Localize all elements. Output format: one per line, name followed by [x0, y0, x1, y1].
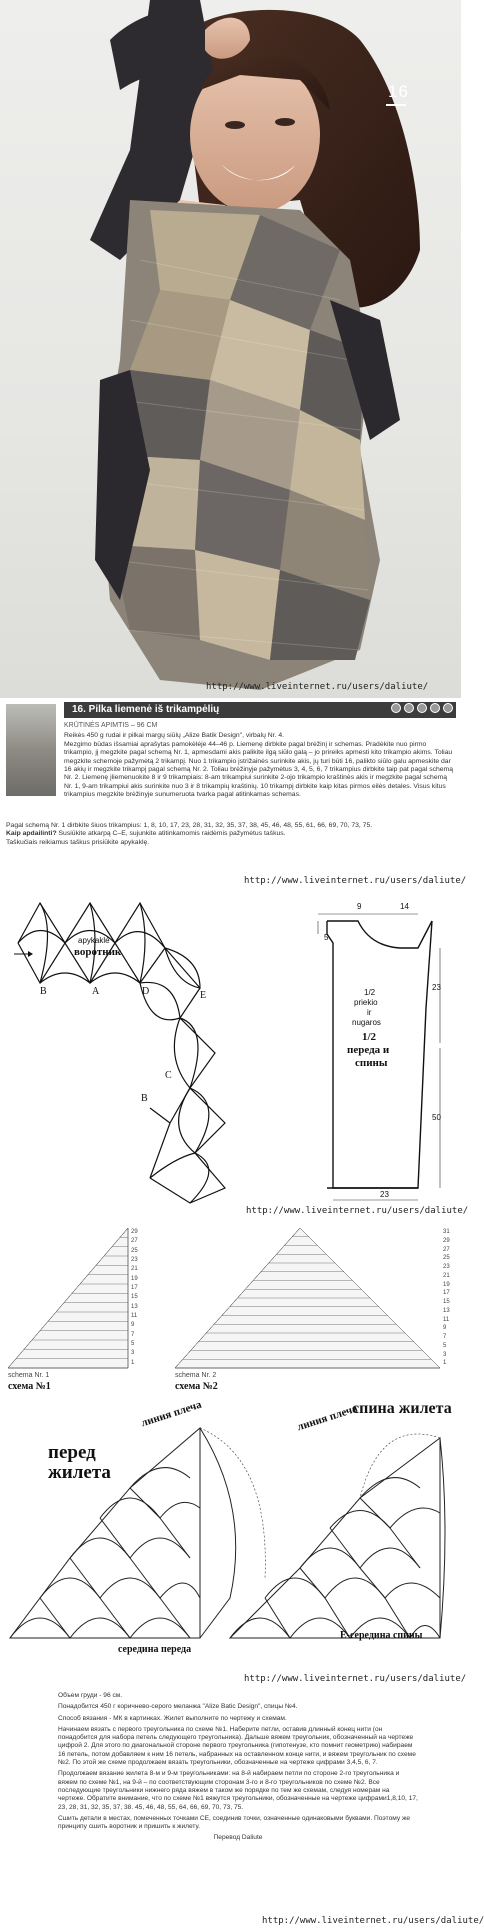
- point-label-C: C: [165, 1070, 172, 1081]
- schema-row-number: 21: [443, 1272, 450, 1279]
- schema1-label-ru: схема №1: [8, 1381, 51, 1392]
- schema-row-number: 21: [131, 1266, 138, 1273]
- schema-row-number: 13: [131, 1303, 138, 1310]
- schema-row-number: 1: [131, 1359, 135, 1366]
- schema-row-number: 25: [443, 1255, 450, 1262]
- circle-icon: [417, 703, 427, 713]
- lithuanian-instructions: [0, 700, 467, 888]
- schema-row-number: 17: [443, 1290, 450, 1297]
- point-label-B2: B: [141, 1093, 148, 1104]
- watermark-url[interactable]: http://www.liveinternet.ru/users/daliute/: [244, 1674, 467, 1684]
- ru-para5: Продолжаем вязание жилета 8-м и 9-м треугольниками: на 8-й набираем петли по стороне 2-го треугольника и вяжем по схеме №1, на 9-й – по соответствующим сторонам 3-го и 8-го треугольников по схеме №2. Все последующие треугольники нижнего ряда вяжем в таком же порядке по тем же схемам, следуя номерам на чертеже. Обратите внимание, что по схеме №1 вяжутся треугольники, обозначенные на чертеже цифрами1,8,10, 17, 23, 28, 31, 32, 35, 37, 38. 45, 46, 48, 55, 64, 66, 69, 70, 73, 75.: [58, 1770, 418, 1811]
- schema-charts: [0, 1218, 461, 1398]
- watermark-url[interactable]: http://www.liveinternet.ru/users/daliute/: [246, 1206, 469, 1216]
- ru-para6: Сшить детали в местах, помеченных точками СЕ, соединив точки, означенные одинаковыми буквами. Поэтому же принципу сшить воротник и пришить к жилету.: [58, 1814, 411, 1831]
- pattern-lt-4: nugaros: [352, 1018, 381, 1027]
- ru-sign: Перевод Daliute: [213, 1834, 263, 1842]
- instructions-text: [64, 722, 456, 800]
- pattern-ru-1: 1/2: [362, 1031, 377, 1043]
- section-title: 16. Pilka liemenė iš trikampėlių: [72, 704, 220, 715]
- schema-row-number: 5: [443, 1342, 447, 1349]
- schema-row-number: 3: [443, 1351, 447, 1358]
- back-shoulder-label: линия плеча: [295, 1402, 360, 1434]
- materials-line: Reikės 450 g rudai ir pilkai margų siūlų „Alize Batik Design", virbalų Nr. 4.: [64, 732, 285, 740]
- construction-diagram: [0, 888, 469, 1218]
- dim-50: 50: [432, 1113, 441, 1122]
- schema-row-number: 11: [131, 1313, 138, 1319]
- front-title-1: перед: [48, 1442, 96, 1463]
- dim-23-side: 23: [432, 983, 441, 992]
- point-label-E: E: [200, 990, 207, 1001]
- model-photo: [0, 0, 461, 698]
- schema2-label-lt: schema Nr. 2: [175, 1372, 217, 1379]
- schema-row-number: 29: [131, 1229, 138, 1235]
- schema-row-number: 15: [131, 1294, 138, 1301]
- page-number: 16: [388, 82, 409, 101]
- circle-icon: [404, 703, 414, 713]
- pattern-lt-3: ir: [367, 1008, 372, 1017]
- pattern-lt-2: priekio: [354, 998, 378, 1007]
- watermark-url[interactable]: http://www.liveinternet.ru/users/daliute/: [206, 682, 429, 692]
- pattern-ru-3: спины: [355, 1057, 388, 1069]
- dim-9: 9: [357, 902, 362, 911]
- watermark-url[interactable]: http://www.liveinternet.ru/users/daliute/: [262, 1916, 484, 1926]
- schema-row-number: 31: [443, 1229, 450, 1235]
- thumbnail-photo: [6, 704, 56, 796]
- instructions-para2: Pagal schemą Nr. 1 dirbkite šiuos trikampius: 1, 8, 10, 17, 23, 28, 31, 32, 35, 37, 38, 45, 46, 48, 55, 61, 66, 69, 70, 73, 75.: [6, 822, 373, 829]
- point-label-A: A: [92, 986, 100, 997]
- collar-text: Taškučiais reikiamus taškus prisiūkite apykaklę.: [6, 838, 150, 846]
- dim-5: 5: [324, 933, 329, 942]
- schema-row-number: 23: [443, 1264, 450, 1270]
- schema-row-number: 27: [443, 1246, 450, 1253]
- schema-row-number: 3: [131, 1350, 135, 1357]
- page-number-underline: [386, 104, 406, 106]
- vest-diagrams: [0, 1398, 467, 1688]
- circle-icon: [391, 703, 401, 713]
- schema1-label-lt: schema Nr. 1: [8, 1372, 50, 1379]
- finishing-text: Susiūkite atkarpą C–E, sujunkite atitinkamomis raidėmis pažymėtus taškus.: [58, 830, 286, 838]
- collar-label-lt: apykaklė: [78, 936, 110, 945]
- front-shoulder-label: линия плеча: [139, 1398, 204, 1430]
- schema2-label-ru: схема №2: [175, 1381, 218, 1392]
- schema-row-number: 15: [443, 1299, 450, 1305]
- schema-row-number: 1: [443, 1360, 447, 1367]
- pattern-lt-1: 1/2: [364, 988, 376, 997]
- schema-row-number: 11: [443, 1316, 450, 1323]
- circle-icon: [430, 703, 440, 713]
- pattern-ru-2: переда и: [347, 1044, 390, 1056]
- front-middle-label: середина переда: [118, 1644, 192, 1655]
- schema-row-number: 23: [131, 1257, 138, 1263]
- ru-bust: Объем груди - 96 см.: [58, 1692, 123, 1699]
- schema-row-number: 29: [443, 1237, 450, 1244]
- ru-method: Способ вязания - МК в картинках. Жилет выполните по чертежу и схемам.: [58, 1714, 287, 1722]
- collar-label-ru: воротник: [74, 946, 122, 958]
- instructions-bottom: [6, 822, 456, 847]
- size-line: KRŪTINĖS APIMTIS – 96 CM: [64, 722, 158, 729]
- triangle-layout-drawing: [0, 888, 461, 1218]
- schema-row-number: 19: [131, 1275, 138, 1282]
- schema-row-number: 19: [443, 1281, 450, 1288]
- dim-14: 14: [400, 902, 409, 911]
- schema-row-number: 7: [443, 1334, 447, 1340]
- back-middle-label: E-середина спины: [340, 1630, 423, 1641]
- schema-row-number: 25: [131, 1247, 138, 1254]
- watermark-url[interactable]: http://www.liveinternet.ru/users/daliute/: [244, 876, 467, 886]
- header-icons: [391, 703, 453, 713]
- knitting-schemas: [0, 1218, 461, 1398]
- schema-row-number: 7: [131, 1331, 135, 1338]
- point-label-B: B: [40, 986, 47, 997]
- schema-row-number: 17: [131, 1285, 138, 1291]
- schema-row-number: 9: [443, 1325, 447, 1332]
- ru-materials: Понадобится 450 г коричнево-серого меланжа "Alize Batic Design", спицы №4.: [58, 1703, 298, 1711]
- front-title-2: жилета: [48, 1462, 111, 1483]
- russian-instructions: [58, 1692, 418, 1846]
- schema-row-number: 13: [443, 1307, 450, 1314]
- point-label-D: D: [142, 986, 150, 997]
- instructions-para1: Mezgimo būdas išsamiai aprašytas pamokėlėje 44–46 p. Liemenę dirbkite pagal brėžinį ir schemas. Pradėkite nuo pirmo trikampio, jį megzkite pagal schemą Nr. 1, apmesdami akis palikite ilgą siūlo galą – jo prireiks apmesti kito trikampio akims. Toliau megzkite schemoje pažymėtą 2 trikampį. Nuo 1 trikampio įstrižainės surinkite akis, jų turi būti 16, palikto siūlo galu apmeskite dar 16 akių ir megzkite trikampį pagal schemą Nr. 2. Toliau brėžinyje pažymėtus 3, 4, 5, 6, 7 trikampius dirbkite taip pat pagal schemą Nr. 2. Liemenę įliemenuokite 8 ir 9 trikampiais: 8-am trikampiui surinkite 2-ojo trikampio kraštinės akis ir megzkite pagal schemą Nr. 1, 9-am trikampiui akis surinkite nuo 3 ir 8 trikampių kraštinių. 10 trikampį dirbkite kaip kitas pirmos eilės detales. Visus kitus trikampius megzkite brėžinyje sunumeruota tvarka pagal atitinkamas schemas.: [64, 740, 453, 799]
- circle-icon: [443, 703, 453, 713]
- schema-row-number: 9: [131, 1322, 135, 1329]
- finishing-label: Kaip apdailinti?: [6, 830, 57, 838]
- back-title: спина жилета: [352, 1400, 452, 1417]
- schema-row-number: 27: [131, 1238, 138, 1245]
- dim-23-bottom: 23: [380, 1190, 389, 1199]
- schema-row-number: 5: [131, 1341, 135, 1347]
- ru-para4: Начинаем вязать с первого треугольника по схеме №1. Наберите петли, оставив длинный конец нити (он понадобится для набора петель следующего треугольника). Дальше вяжем треугольник, обозначенный на чертеже цифрой 2. Для этого по диагональной стороне первого треугольника (гипотенузе, кто помнит геометрию) набираем 16 петель, потом добавляем к ним 16 петель, набранных на оставленном конце нити, и вяжем треугольник по схеме №2. По этой же схеме продолжаем вязать треугольники, обозначенные на чертеже цифрами 3,4,5, 6, 7.: [58, 1725, 416, 1767]
